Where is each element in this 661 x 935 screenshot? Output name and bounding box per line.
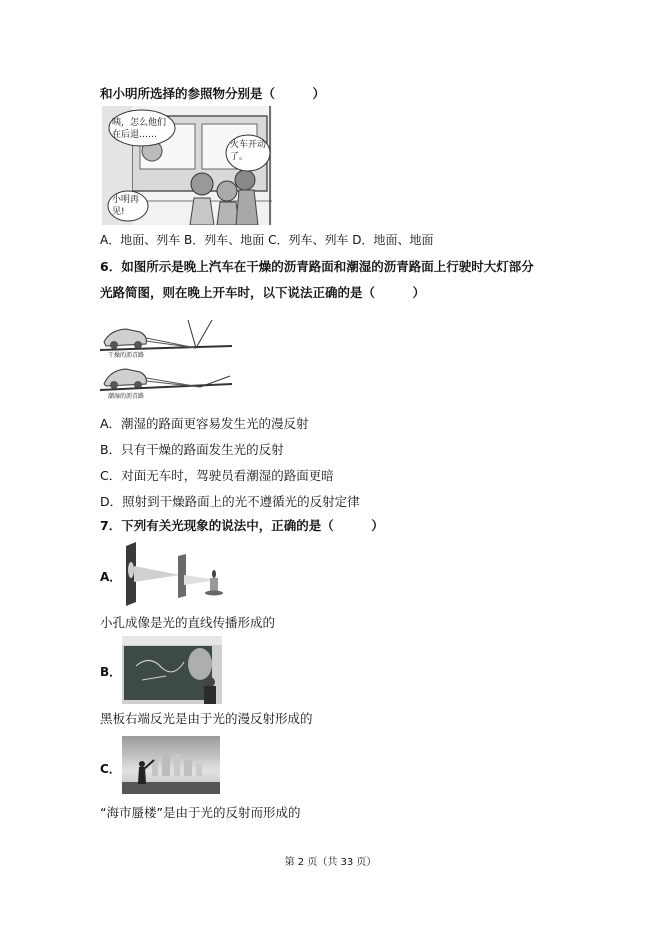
q7-c-letter: C． (100, 762, 121, 776)
q7-b-letter: B． (100, 665, 122, 679)
q6-option-c: C．对面无车时，驾驶员看潮湿的路面更暗 (100, 468, 334, 483)
q5-options: A．地面、列车 B．列车、地面 C．列车、列车 D．地面、地面 (100, 233, 434, 247)
q6-option-d: D．照射到干燥路面上的光不遵循光的反射定律 (100, 494, 360, 509)
q6-option-b: B．只有干燥的路面发生光的反射 (100, 442, 284, 457)
q5-intro: 和小明所选择的参照物分别是（ ） (100, 86, 326, 101)
q7-stem: 7．下列有关光现象的说法中，正确的是（ ） (100, 518, 384, 533)
q7-c-text: “海市蜃楼”是由于光的反射而形成的 (100, 805, 301, 820)
pinhole-camera-image (122, 542, 226, 606)
mirage-image (122, 736, 220, 794)
speech-bubble-right: 火车开动了。 (230, 140, 267, 162)
label-dry-road: 干燥的沥青路 (108, 352, 145, 359)
q6-headlight-diagram (100, 314, 232, 400)
blackboard-glare-image (122, 636, 222, 704)
speech-bubble-bottom: 小明再见! (112, 195, 140, 217)
q5-train-cartoon (102, 106, 272, 225)
q7-a-letter: A． (100, 570, 122, 584)
label-wet-road: 潮湿的沥青路 (108, 393, 145, 400)
q7-a-text: 小孔成像是光的直线传播形成的 (100, 615, 276, 630)
q6-stem-line1: 6．如图所示是晚上汽车在干燥的沥青路面和潮湿的沥青路面上行驶时大灯部分 (100, 259, 534, 274)
q6-option-a: A．潮湿的路面更容易发生光的漫反射 (100, 416, 309, 431)
speech-bubble-left: 咦，怎么他们在后退…… (112, 118, 167, 140)
q6-stem-line2: 光路简图，则在晚上开车时，以下说法正确的是（ ） (100, 285, 426, 300)
page-footer: 第 2 页（共 33 页） (284, 857, 377, 868)
q7-b-text: 黑板右端反光是由于光的漫反射形成的 (100, 711, 313, 726)
